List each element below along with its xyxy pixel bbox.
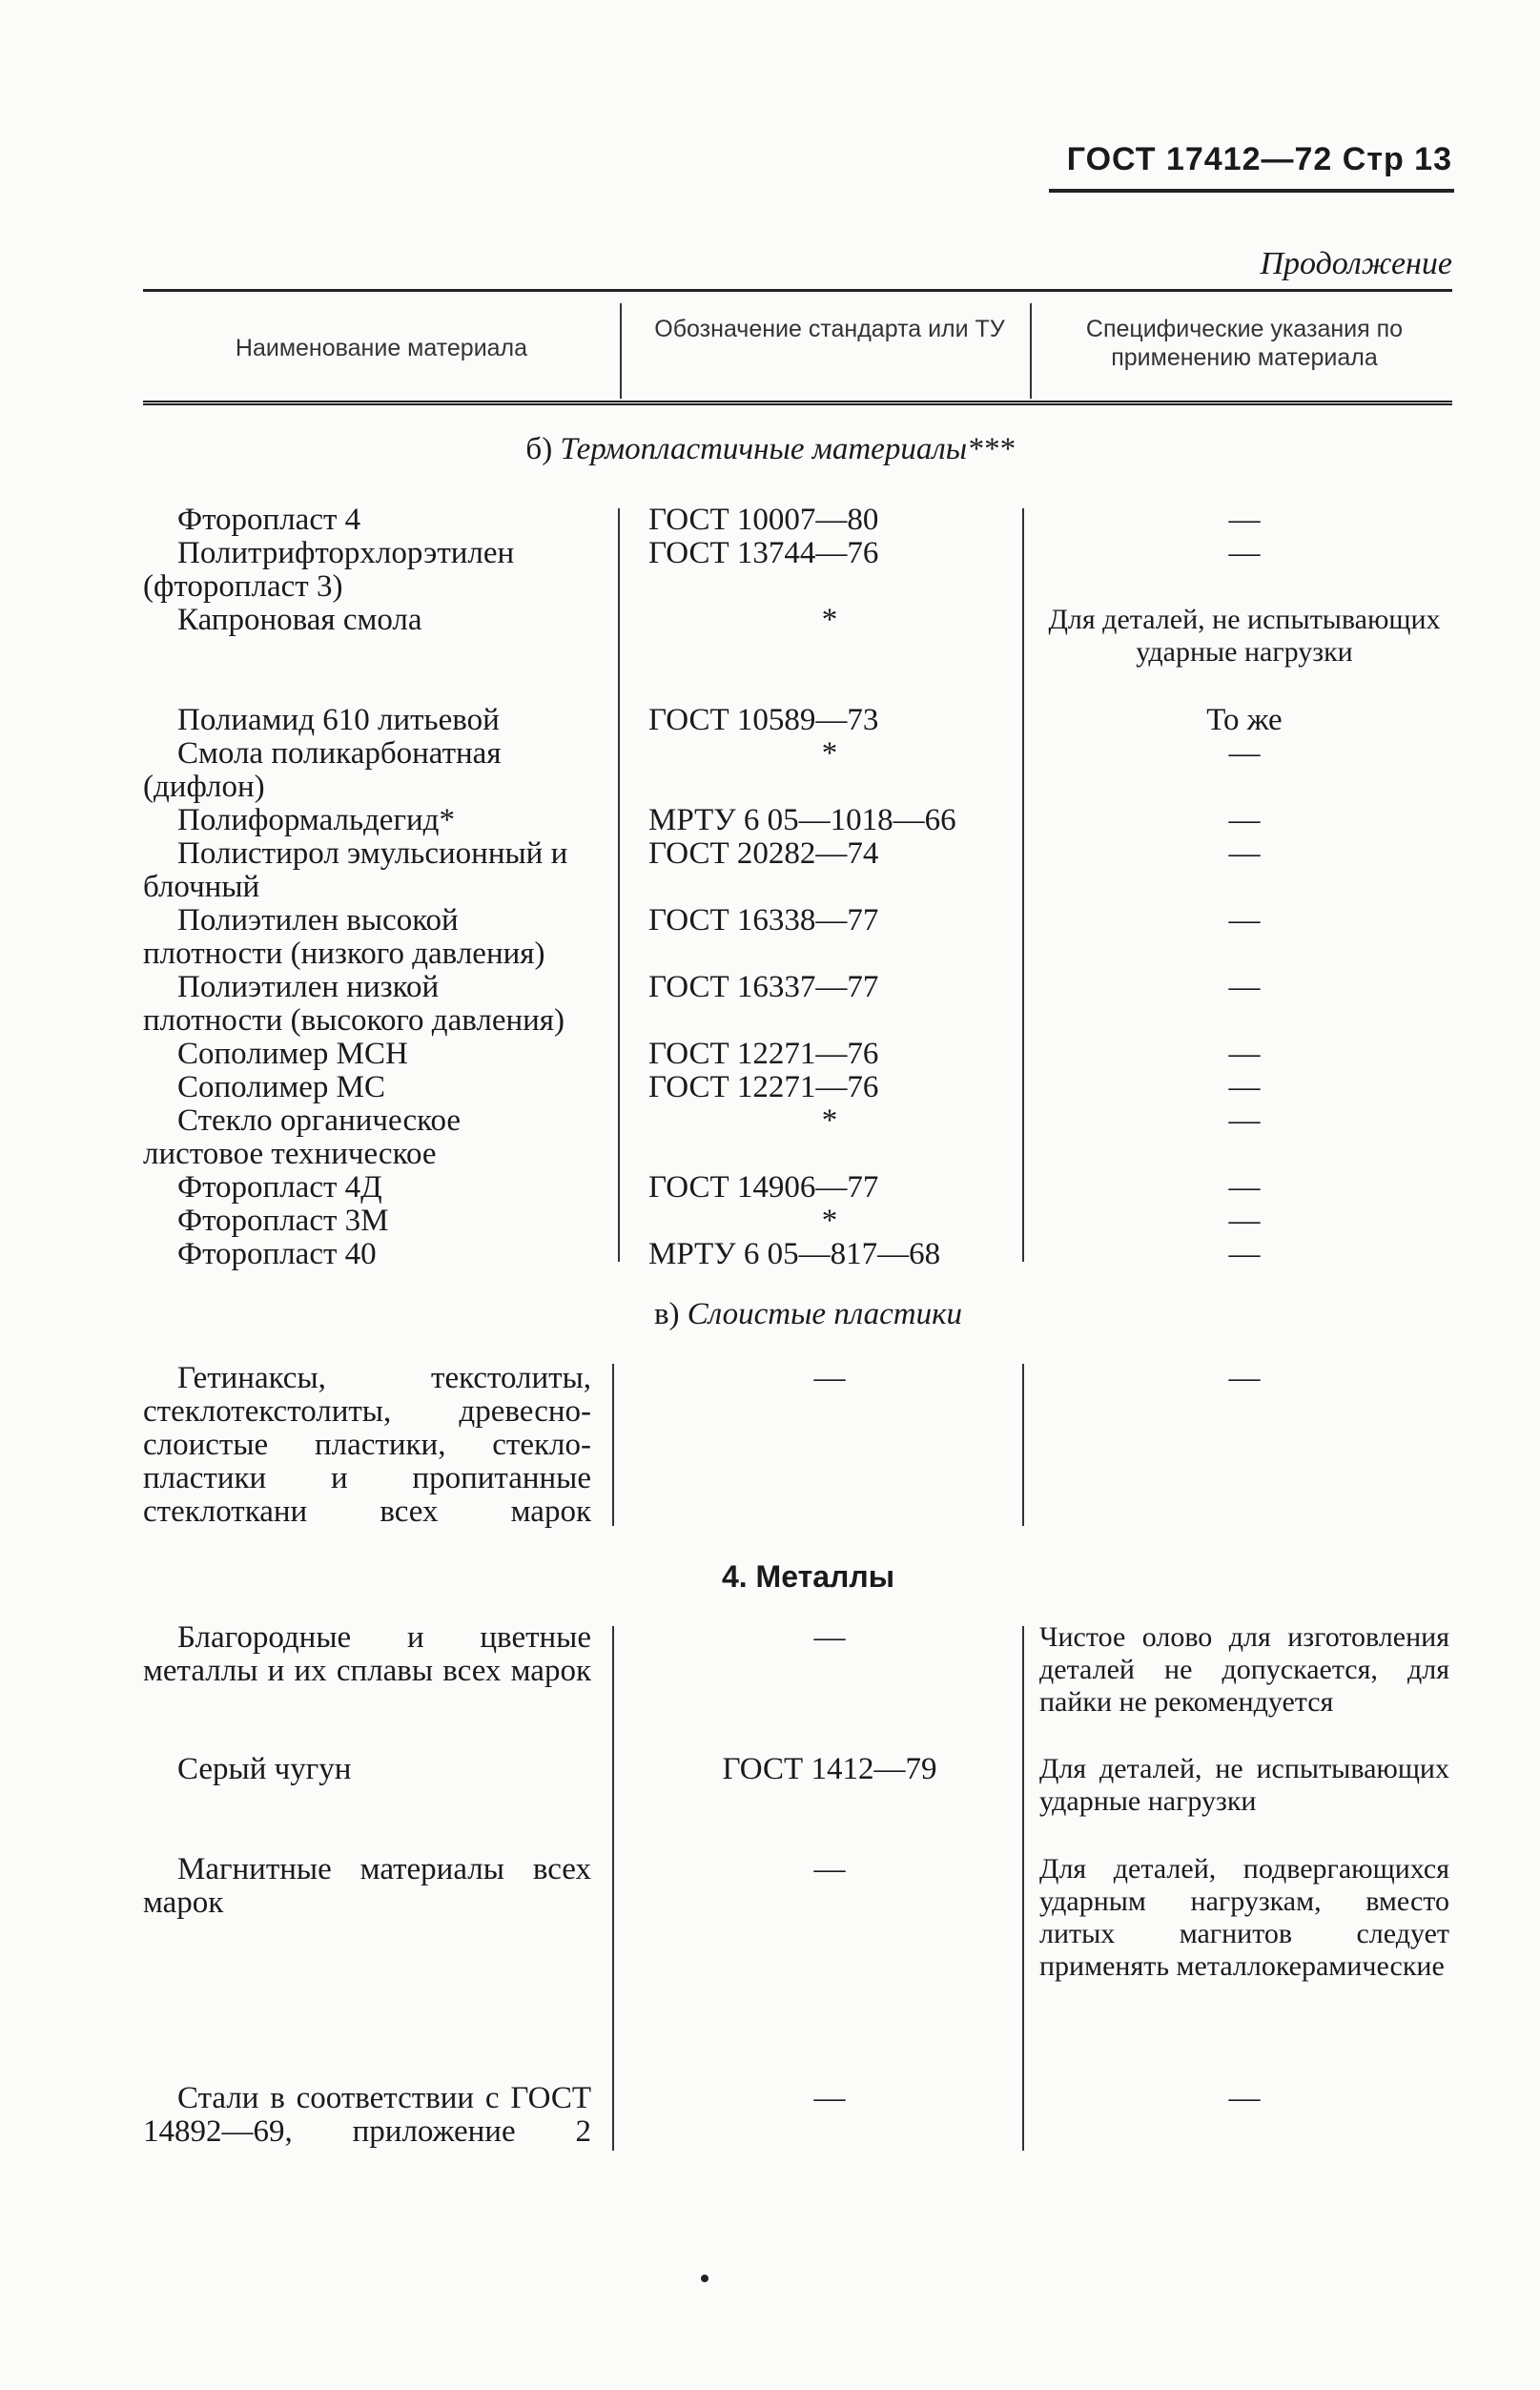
name-text: Фторопласт 4Д [177,1170,382,1205]
notes-text: — [1228,1361,1261,1395]
page-header: ГОСТ 17412—72 Стр 13 [1066,141,1452,177]
section-title-laminated [38,1297,1540,1332]
material-name [143,1362,591,1529]
section-title-thermoplastic [0,432,1540,467]
standard-code: * [821,736,838,771]
material-name [143,904,582,971]
material-name [143,1205,601,1238]
material-name [143,971,582,1038]
standard-code: — [813,1361,846,1395]
standard-code: ГОСТ 20282—74 [648,836,879,871]
notes-text: Для деталей, не испытывающих ударные нагрузки [1048,604,1441,668]
standard-code: МРТУ 6 05—817—68 [648,1237,941,1271]
name-text: Фторопласт 3М [177,1204,389,1238]
column-divider-1 [612,1364,614,1526]
header-divider-1 [620,303,622,399]
section-title-text: Слоистые пластики [687,1297,963,1331]
material-name [143,1071,601,1104]
notes-text: — [1228,1103,1261,1138]
material-name [143,1038,601,1071]
material-name [143,537,582,604]
notes-text: Для деталей, не испытывающих ударные нагрузки [1039,1753,1449,1817]
material-name [143,2082,591,2149]
name-text: Гетинаксы, текстолиты, стеклотекстолиты, древесно-слоистые пластики, стекло-пластики и пропитанные стеклоткани всех марок [143,1361,591,1529]
material-name [143,1853,591,1920]
standard-code: ГОСТ 10589—73 [648,703,879,737]
standard-code: ГОСТ 1412—79 [722,1752,937,1786]
notes-text: — [1228,2081,1261,2115]
name-text: Стали в соответствии с ГОСТ 14892—69, приложение 2 [143,2081,591,2149]
standard-code: — [813,2081,846,2115]
notes-text: — [1228,503,1261,537]
name-text: Полиамид 610 литьевой [177,703,500,737]
name-text: Полиформальдегид* [177,803,455,837]
continued-label: Продолжение [1260,246,1452,281]
standard-code: ГОСТ 16337—77 [648,970,879,1004]
material-name [143,837,582,904]
standard-code: — [813,1852,846,1886]
standard-code: ГОСТ 12271—76 [648,1070,879,1104]
standard-code: — [813,1620,846,1655]
name-text: Политрифторхлорэтилен (фторопласт 3) [143,536,515,604]
column-divider-2 [1022,1626,1024,2151]
notes-text: Чистое олово для изготовления деталей не допускается, для пайки не рекомендуется [1039,1621,1449,1718]
name-text: Стекло органическое листовое техническое [143,1103,462,1171]
notes-text: — [1228,1237,1261,1271]
material-name [143,1238,601,1271]
notes-text: То же [1206,703,1283,737]
header-divider-2 [1030,303,1032,399]
standard-code: * [821,1103,838,1138]
material-name [143,604,601,637]
notes-text: — [1228,736,1261,771]
standard-code: ГОСТ 10007—80 [648,503,879,537]
notes-text: — [1228,1204,1261,1238]
section-title-text: Термопластичные материалы*** [560,432,1015,466]
section-label: в) [653,1297,680,1331]
name-text: Благородные и цветные металлы и их сплавы всех марок [143,1620,591,1688]
standard-code: ГОСТ 13744—76 [648,536,879,570]
notes-text: — [1228,803,1261,837]
header-rule [1049,189,1454,193]
name-text: Фторопласт 4 [177,503,361,537]
notes-text: — [1228,903,1261,937]
name-text: Полиэтилен низкой плотности (высокого давления) [143,970,565,1038]
standard-code: ГОСТ 16338—77 [648,903,879,937]
material-name [143,804,601,837]
standard-code: МРТУ 6 05—1018—66 [648,803,956,837]
material-name [143,1171,601,1205]
section-title-metals: 4. Металлы [721,1559,895,1594]
table-head-rule [143,401,1452,409]
standard-code: * [821,603,838,637]
notes-text: — [1228,1070,1261,1104]
name-text: Капроновая смола [177,603,422,637]
material-name [143,504,601,537]
material-name [143,737,582,804]
name-text: Полистирол эмульсионный и блочный [143,836,568,904]
notes-text: — [1228,1170,1261,1205]
material-name [143,1753,601,1786]
column-header-standard: Обозначение стандарта или ТУ [654,316,1005,342]
column-divider-1 [612,1626,614,2151]
notes-text: — [1228,536,1261,570]
name-text: Серый чугун [177,1752,352,1786]
notes-text: Для деталей, подвергающихся ударным нагрузкам, вместо литых магнитов следует применять металлокерамические [1039,1853,1449,1982]
column-header-name: Наименование материала [235,335,528,361]
notes-text: — [1228,836,1261,871]
name-text: Сополимер МСН [177,1037,408,1071]
standard-code: * [821,1204,838,1238]
page-dot [701,2275,708,2282]
column-header-notes: Специфические указания по применению материала [1085,316,1404,371]
material-name [143,1621,591,1688]
column-divider-1 [618,508,620,1262]
name-text: Полиэтилен высокой плотности (низкого давления) [143,903,545,971]
standard-code: ГОСТ 12271—76 [648,1037,879,1071]
notes-text: — [1228,1037,1261,1071]
name-text: Фторопласт 40 [177,1237,377,1271]
section-label: б) [525,432,553,466]
table-top-rule [143,289,1452,292]
name-text: Смола поликарбонатная (дифлон) [143,736,502,804]
material-name [143,704,601,737]
name-text: Сополимер МС [177,1070,385,1104]
standard-code: ГОСТ 14906—77 [648,1170,879,1205]
name-text: Магнитные материалы всех марок [143,1852,591,1920]
notes-text: — [1228,970,1261,1004]
material-name [143,1104,582,1171]
